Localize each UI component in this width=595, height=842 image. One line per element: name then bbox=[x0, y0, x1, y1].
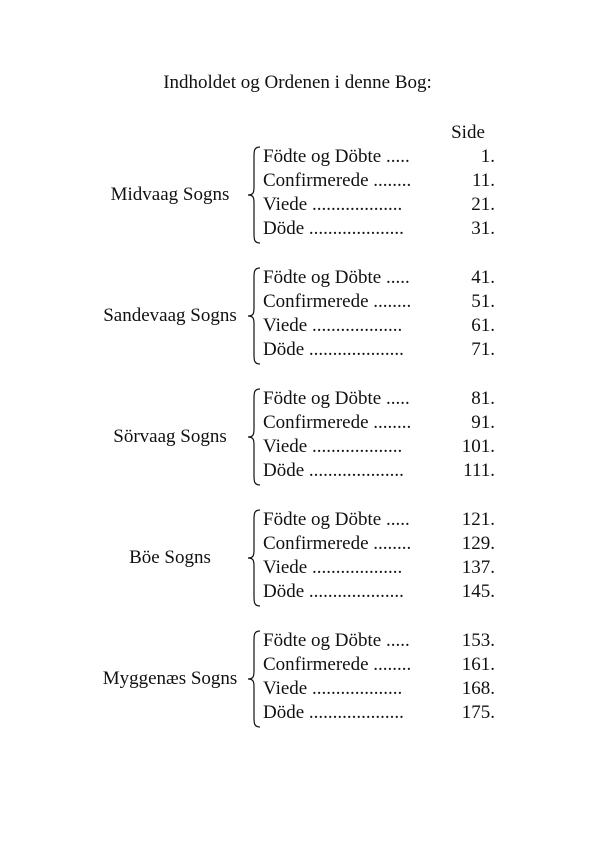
page-number: 145. bbox=[461, 581, 495, 602]
parish-name: Böe Sogns bbox=[129, 547, 211, 568]
brace-icon bbox=[247, 266, 261, 366]
entry-label: Confirmerede ........ bbox=[263, 533, 412, 554]
page-number: 137. bbox=[461, 557, 495, 578]
page-number: 31. bbox=[471, 218, 495, 239]
parish-name: Myggenæs Sogns bbox=[102, 668, 238, 689]
brace-icon bbox=[247, 387, 261, 487]
toc-entry bbox=[263, 556, 503, 580]
page-number: 168. bbox=[461, 678, 495, 699]
entry-label: Confirmerede ........ bbox=[263, 654, 412, 675]
entry-label: Viede ................... bbox=[263, 436, 403, 457]
toc-section bbox=[0, 629, 595, 729]
entry-list bbox=[263, 629, 503, 725]
toc-entry bbox=[263, 508, 503, 532]
entry-label: Döde .................... bbox=[263, 460, 404, 481]
toc-section bbox=[0, 266, 595, 366]
toc-entry bbox=[263, 653, 503, 677]
toc-entry bbox=[263, 169, 503, 193]
page-title: Indholdet og Ordenen i denne Bog: bbox=[163, 72, 432, 93]
toc-entry bbox=[263, 629, 503, 653]
toc-entry bbox=[263, 532, 503, 556]
page-number: 71. bbox=[471, 339, 495, 360]
toc-entry bbox=[263, 459, 503, 483]
entry-label: Confirmerede ........ bbox=[263, 170, 412, 191]
entry-label: Viede ................... bbox=[263, 194, 403, 215]
entry-label: Döde .................... bbox=[263, 339, 404, 360]
page-number: 61. bbox=[471, 315, 495, 336]
entry-label: Viede ................... bbox=[263, 315, 403, 336]
toc-entry bbox=[263, 266, 503, 290]
page-number: 153. bbox=[461, 630, 495, 651]
page-number: 91. bbox=[471, 412, 495, 433]
entry-list bbox=[263, 266, 503, 362]
parish-name: Sörvaag Sogns bbox=[113, 426, 227, 447]
entry-label: Döde .................... bbox=[263, 218, 404, 239]
page-number: 101. bbox=[461, 436, 495, 457]
brace-icon bbox=[247, 145, 261, 245]
page-column-header: Side bbox=[451, 122, 485, 143]
page-number: 11. bbox=[471, 170, 495, 191]
entry-list bbox=[263, 508, 503, 604]
entry-list bbox=[263, 145, 503, 241]
toc-entry bbox=[263, 193, 503, 217]
page-number: 129. bbox=[461, 533, 495, 554]
page-number: 111. bbox=[463, 460, 495, 481]
entry-label: Döde .................... bbox=[263, 581, 404, 602]
toc-section bbox=[0, 387, 595, 487]
toc-entry bbox=[263, 701, 503, 725]
toc-entry bbox=[263, 580, 503, 604]
toc-entry bbox=[263, 411, 503, 435]
entry-label: Födte og Döbte ..... bbox=[263, 388, 410, 409]
toc-entry bbox=[263, 435, 503, 459]
parish-name: Midvaag Sogns bbox=[110, 184, 230, 205]
page-number: 81. bbox=[471, 388, 495, 409]
page-number: 41. bbox=[471, 267, 495, 288]
entry-list bbox=[263, 387, 503, 483]
page-number: 1. bbox=[480, 146, 495, 167]
brace-icon bbox=[247, 629, 261, 729]
entry-label: Viede ................... bbox=[263, 678, 403, 699]
entry-label: Födte og Döbte ..... bbox=[263, 630, 410, 651]
brace-icon bbox=[247, 508, 261, 608]
entry-label: Födte og Döbte ..... bbox=[263, 146, 410, 167]
page-number: 121. bbox=[461, 509, 495, 530]
page-number: 51. bbox=[471, 291, 495, 312]
toc-entry bbox=[263, 217, 503, 241]
toc-entry bbox=[263, 290, 503, 314]
entry-label: Döde .................... bbox=[263, 702, 404, 723]
page-number: 175. bbox=[461, 702, 495, 723]
entry-label: Födte og Döbte ..... bbox=[263, 267, 410, 288]
toc-entry bbox=[263, 387, 503, 411]
page-number: 161. bbox=[461, 654, 495, 675]
toc-entry bbox=[263, 677, 503, 701]
entry-label: Viede ................... bbox=[263, 557, 403, 578]
toc-section bbox=[0, 508, 595, 608]
entry-label: Confirmerede ........ bbox=[263, 412, 412, 433]
page-number: 21. bbox=[471, 194, 495, 215]
toc-entry bbox=[263, 145, 503, 169]
toc-entry bbox=[263, 338, 503, 362]
entry-label: Confirmerede ........ bbox=[263, 291, 412, 312]
parish-name: Sandevaag Sogns bbox=[103, 305, 237, 326]
toc-entry bbox=[263, 314, 503, 338]
entry-label: Födte og Döbte ..... bbox=[263, 509, 410, 530]
toc-section bbox=[0, 145, 595, 245]
